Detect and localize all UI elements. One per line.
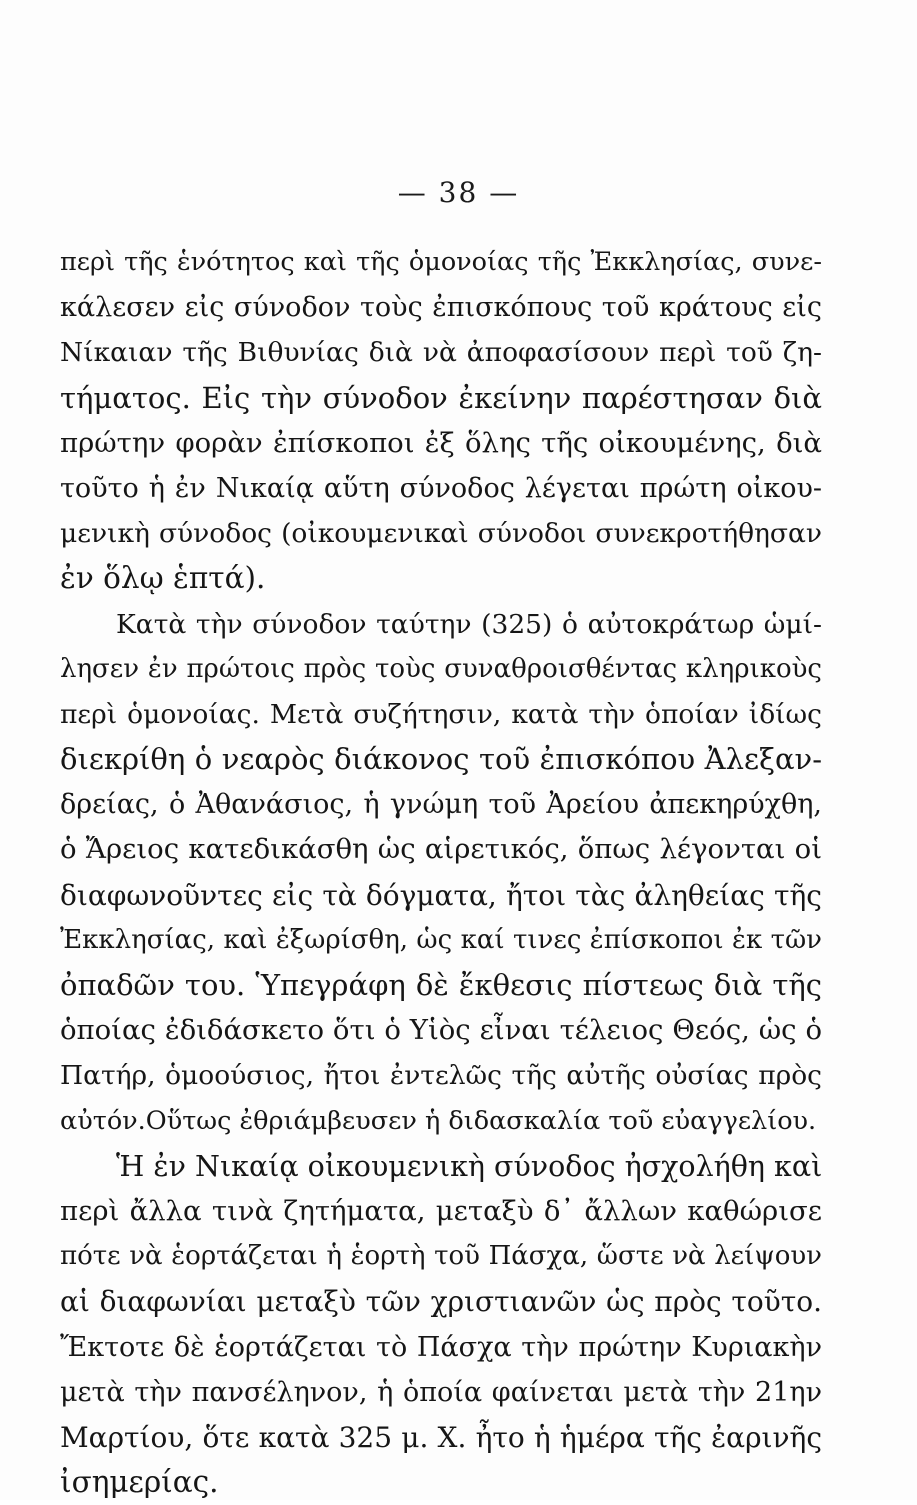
text-line: περὶ ἄλλα τινὰ ζητήματα, μεταξὺ δ᾽ ἄλλων καθώρισε (60, 1194, 822, 1227)
paragraph (60, 602, 822, 1144)
text-line: αὐτόν.Οὕτως ἐθριάμβευσεν ἡ διδασκαλία τοῦ εὐαγγελίου. (60, 1105, 817, 1136)
text-line: αἱ διαφωνίαι μεταξὺ τῶν χριστιανῶν ὡς πρὸς τοῦτο. (60, 1285, 822, 1319)
text-line: κάλεσεν εἰς σύνοδον τοὺς ἐπισκόπους τοῦ κράτους εἰς (60, 292, 822, 324)
text-line: ὁ Ἄρειος κατεδικάσθη ὡς αἱρετικός, ὅπως λέγονται οἱ (60, 833, 822, 866)
text-line: ἐν ὅλῳ ἑπτά). (60, 561, 266, 596)
text-line: ὀπαδῶν του. Ὑπεγράφη δὲ ἔκθεσις πίστεως διὰ τῆς (60, 968, 822, 1002)
text-line: Ἐκκλησίας, καὶ ἐξωρίσθη, ὡς καί τινες ἐπίσκοποι ἐκ τῶν (60, 924, 822, 955)
text-line: περὶ τῆς ἑνότητος καὶ τῆς ὁμονοίας τῆς Ἐκκλησίας, συνε- (60, 247, 822, 277)
paragraph (60, 1144, 822, 1505)
text-line: Ἔκτοτε δὲ ἑορτάζεται τὸ Πάσχα τὴν πρώτην Κυριακὴν (60, 1331, 822, 1363)
paragraph (60, 240, 822, 602)
text-line: Ἡ ἐν Νικαίᾳ οἰκουμενικὴ σύνοδος ἠσχολήθη καὶ (116, 1149, 823, 1183)
text-line: διεκρίθη ὁ νεαρὸς διάκονος τοῦ ἐπισκόπου Ἀλεξαν- (60, 742, 822, 777)
text-line: μετὰ τὴν πανσέληνον, ἡ ὁποία φαίνεται μετὰ τὴν 21ην (60, 1376, 822, 1408)
text-line: περὶ ὁμονοίας. Μετὰ συζήτησιν, κατὰ τὴν ὁποίαν ἰδίως (60, 698, 822, 730)
text-line: Πατήρ, ὁμοούσιος, ἤτοι ἐντελῶς τῆς αὐτῆς οὐσίας πρὸς (60, 1060, 822, 1092)
text-line: πότε νὰ ἑορτάζεται ἡ ἑορτὴ τοῦ Πάσχα, ὥστε νὰ λείψουν (60, 1241, 822, 1272)
text-line: μενικὴ σύνοδος (οἰκουμενικαὶ σύνοδοι συνεκροτήθησαν (60, 518, 822, 550)
text-line: πρώτην φορὰν ἐπίσκοποι ἐξ ὅλης τῆς οἰκουμένης, διὰ (60, 426, 822, 459)
body-text (60, 240, 822, 1505)
text-line: δρείας, ὁ Ἀθανάσιος, ἡ γνώμη τοῦ Ἀρείου ἀπεκηρύχθη, (60, 789, 822, 821)
text-line: ἰσημερίας. (60, 1465, 219, 1500)
text-line: Νίκαιαν τῆς Βιθυνίας διὰ νὰ ἀποφασίσουν περὶ τοῦ ζη- (60, 337, 822, 369)
text-line: ὁποίας ἐδιδάσκετο ὅτι ὁ Υἱὸς εἶναι τέλειος Θεός, ὡς ὁ (60, 1014, 822, 1047)
text-line: Κατὰ τὴν σύνοδον ταύτην (325) ὁ αὐτοκράτωρ ὡμί- (116, 608, 822, 640)
text-line: τήματος. Εἰς τὴν σύνοδον ἐκείνην παρέστησαν διὰ (60, 380, 822, 415)
text-line: διαφωνοῦντες εἰς τὰ δόγματα, ἤτοι τὰς ἀληθείας τῆς (60, 878, 822, 912)
page-number: — 38 — (397, 176, 520, 209)
text-line: τοῦτο ἡ ἐν Νικαίᾳ αὕτη σύνοδος λέγεται πρώτη οἰκου- (60, 472, 822, 504)
text-line: λησεν ἐν πρώτοις πρὸς τοὺς συναθροισθέντας κληρικοὺς (60, 653, 822, 684)
text-line: Μαρτίου, ὅτε κατὰ 325 μ. Χ. ἦτο ἡ ἡμέρα τῆς ἐαρινῆς (60, 1420, 822, 1454)
